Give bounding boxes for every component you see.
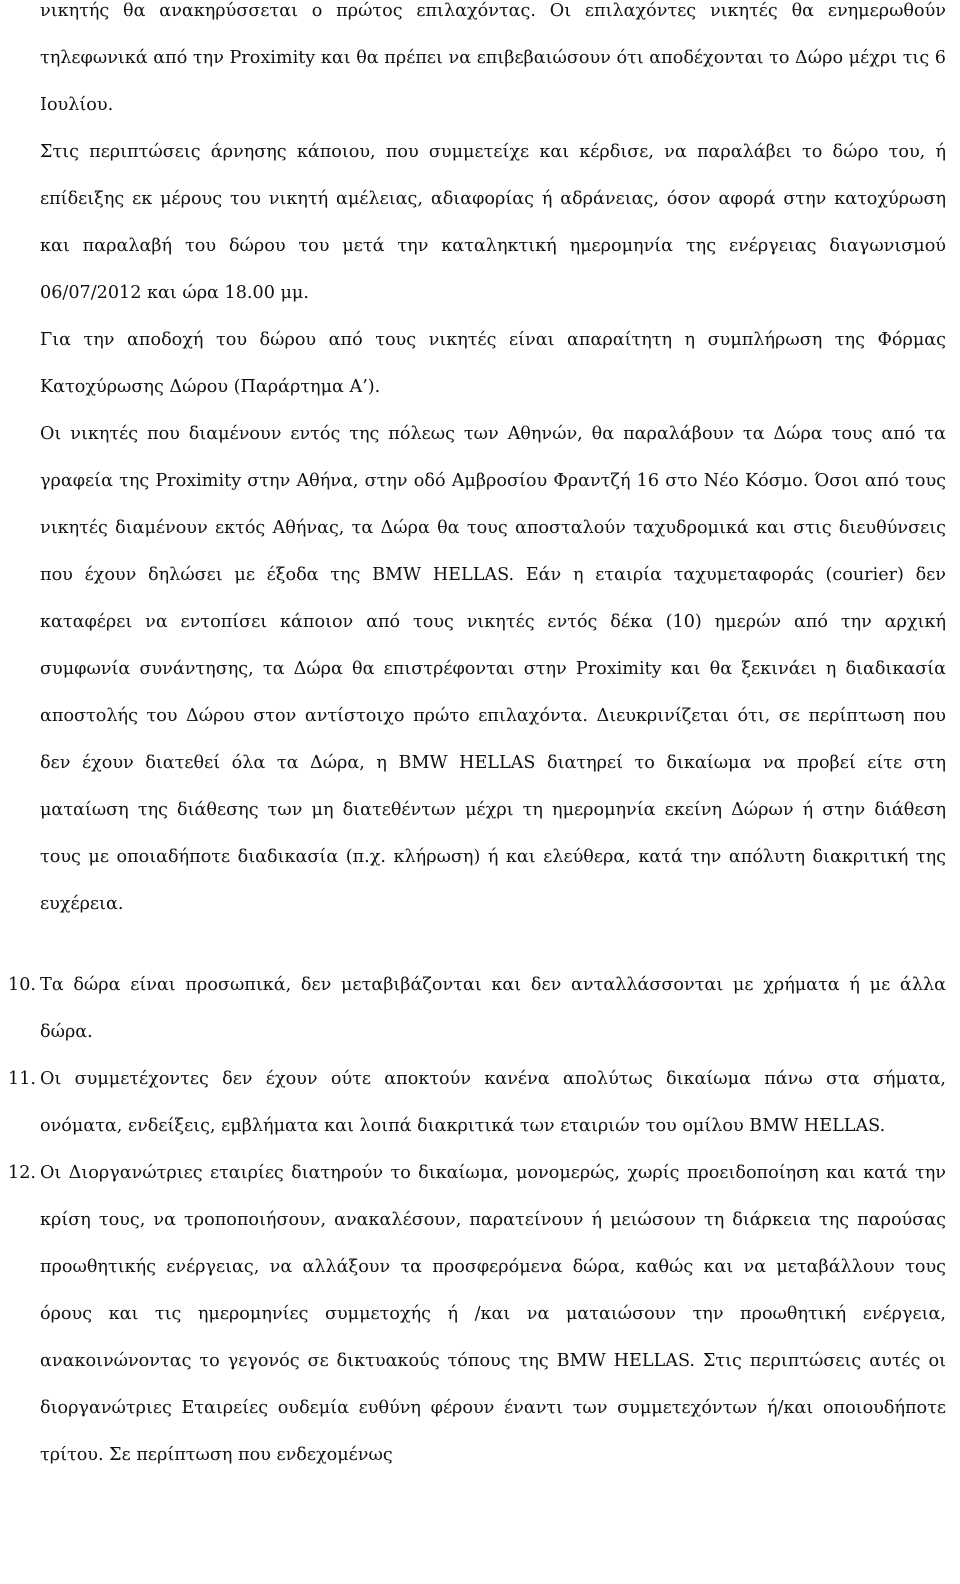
list-item-11 <box>8 1056 946 1150</box>
list-item-number: 11. <box>8 1069 36 1089</box>
paragraph-runner-up: νικητής θα ανακηρύσσεται ο πρώτος επιλαχόντας. Οι επιλαχόντες νικητές θα ενημερωθούν τηλεφωνικά από την Proximity και θα πρέπει να επιβεβαιώσουν ότι αποδέχονται το Δώρο μέχρι τις 6 Ιουλίου. <box>40 1 946 115</box>
list-item-text: Τα δώρα είναι προσωπικά, δεν μεταβιβάζονται και δεν ανταλλάσσονται με χρήματα ή με άλλα δώρα. <box>40 975 946 1042</box>
paragraph-refusal: Στις περιπτώσεις άρνησης κάποιου, που συμμετείχε και κέρδισε, να παραλάβει το δώρο του, ή επίδειξης εκ μέρους του νικητή αμέλειας, αδιαφορίας ή αδράνειας, όσον αφορά στην κατοχύρωση και παραλαβή του δώρου του μετά την καταληκτική ημερομηνία της ενέργειας διαγωνισμού 06/07/2012 και ώρα 18.00 μμ. <box>40 142 946 303</box>
list-item-text: Οι συμμετέχοντες δεν έχουν ούτε αποκτούν κανένα απολύτως δικαίωμα πάνω στα σήματα, ονόματα, ενδείξεις, εμβλήματα και λοιπά διακριτικά των εταιριών του ομίλου BMW HELLAS. <box>40 1069 946 1136</box>
paragraph-acceptance-form: Για την αποδοχή του δώρου από τους νικητές είναι απαραίτητη η συμπλήρωση της Φόρμας Κατοχύρωσης Δώρου (Παράρτημα Α’). <box>40 330 946 397</box>
document-page <box>8 0 946 1479</box>
section-spacer <box>40 928 946 962</box>
list-item-12 <box>8 1150 946 1479</box>
list-item-number: 10. <box>8 975 36 995</box>
list-item-10 <box>8 962 946 1056</box>
list-item-number: 12. <box>8 1163 36 1183</box>
list-item-text: Οι Διοργανώτριες εταιρίες διατηρούν το δικαίωμα, μονομερώς, χωρίς προειδοποίηση και κατά την κρίση τους, να τροποποιήσουν, ανακαλέσουν, παρατείνουν ή μειώσουν τη διάρκεια της παρούσας προωθητικής ενέργειας, να αλλάξουν τα προσφερόμενα δώρα, καθώς και να μεταβάλλουν τους όρους και τις ημερομηνίες συμμετοχής ή /και να ματαιώσουν την προωθητική ενέργεια, ανακοινώνοντας το γεγονός σε δικτυακούς τόπους της BMW HELLAS. Στις περιπτώσεις αυτές οι διοργανώτριες Εταιρείες ουδεμία ευθύνη φέρουν έναντι των συμμετεχόντων ή/και οποιουδήποτε τρίτου. Σε περίπτωση που ενδεχομένως <box>40 1163 946 1465</box>
paragraph-prize-delivery: Οι νικητές που διαμένουν εντός της πόλεως των Αθηνών, θα παραλάβουν τα Δώρα τους από τα γραφεία της Proximity στην Αθήνα, στην οδό Αμβροσίου Φραντζή 16 στο Νέο Κόσμο. Όσοι από τους νικητές διαμένουν εκτός Αθήνας, τα Δώρα θα τους αποσταλούν ταχυδρομικά και στις διευθύνσεις που έχουν δηλώσει με έξοδα της BMW HELLAS. Εάν η εταιρία ταχυμεταφοράς (courier) δεν καταφέρει να εντοπίσει κάποιον από τους νικητές εντός δέκα (10) ημερών από την αρχική συμφωνία συνάντησης, τα Δώρα θα επιστρέφονται στην Proximity και θα ξεκινάει η διαδικασία αποστολής του Δώρου στον αντίστοιχο πρώτο επιλαχόντα. Διευκρινίζεται ότι, σε περίπτωση που δεν έχουν διατεθεί όλα τα Δώρα, η BMW HELLAS διατηρεί το δικαίωμα να προβεί είτε στη ματαίωση της διάθεσης των μη διατεθέντων μέχρι τη ημερομηνία εκείνη Δώρων ή στην διάθεση τους με οποιαδήποτε διαδικασία (π.χ. κλήρωση) ή και ελεύθερα, κατά την απόλυτη διακριτική της ευχέρεια. <box>40 424 946 914</box>
